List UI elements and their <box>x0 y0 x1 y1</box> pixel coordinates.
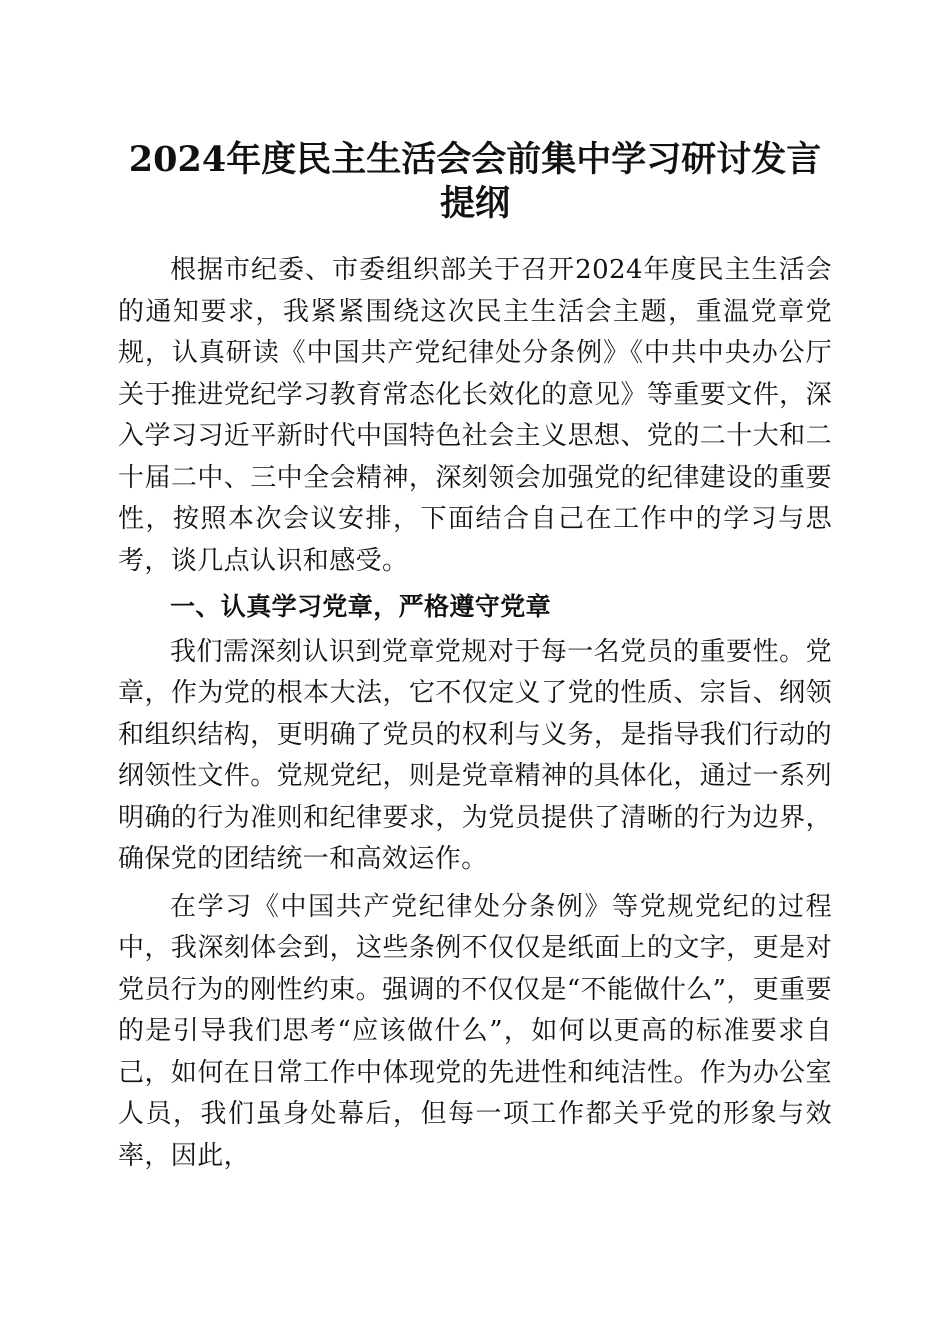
title-line-2: 提纲 <box>439 183 510 224</box>
title-line-1: 2024年度民主生活会会前集中学习研讨发言 <box>128 139 822 180</box>
section-heading-1: 一、认真学习党章，严格遵守党章 <box>170 592 552 621</box>
intro-paragraph: 根据市纪委、市委组织部关于召开2024年度民主生活会的通知要求，我紧紧围绕这次民主生活会主题，重温党章党规，认真研读《中国共产党纪律处分条例》《中共中央办公厅关于推进党纪学习教育常态化长效化的意见》等重要文件，深入学习习近平新时代中国特色社会主义思想、党的二十大和二十届二中、三中全会精神，深刻领会加强党的纪律建设的重要性，按照本次会议安排，下面结合自己在工作中的学习与思考，谈几点认识和感受。 <box>118 255 832 576</box>
document-title <box>110 138 840 226</box>
body-paragraph-1: 我们需深刻认识到党章党规对于每一名党员的重要性。党章，作为党的根本大法，它不仅定义了党的性质、宗旨、纲领和组织结构，更明确了党员的权利与义务，是指导我们行动的纲领性文件。党规党纪，则是党章精神的具体化，通过一系列明确的行为准则和纪律要求，为党员提供了清晰的行为边界，确保党的团结统一和高效运作。 <box>118 636 832 874</box>
document-body <box>118 250 832 1177</box>
body-paragraph-2: 在学习《中国共产党纪律处分条例》等党规党纪的过程中，我深刻体会到，这些条例不仅仅是纸面上的文字，更是对党员行为的刚性约束。强调的不仅仅是“不能做什么”，更重要的是引导我们思考“应该做什么”，如何以更高的标准要求自己，如何在日常工作中体现党的先进性和纯洁性。作为办公室人员，我们虽身处幕后，但每一项工作都关乎党的形象与效率，因此， <box>118 891 832 1171</box>
